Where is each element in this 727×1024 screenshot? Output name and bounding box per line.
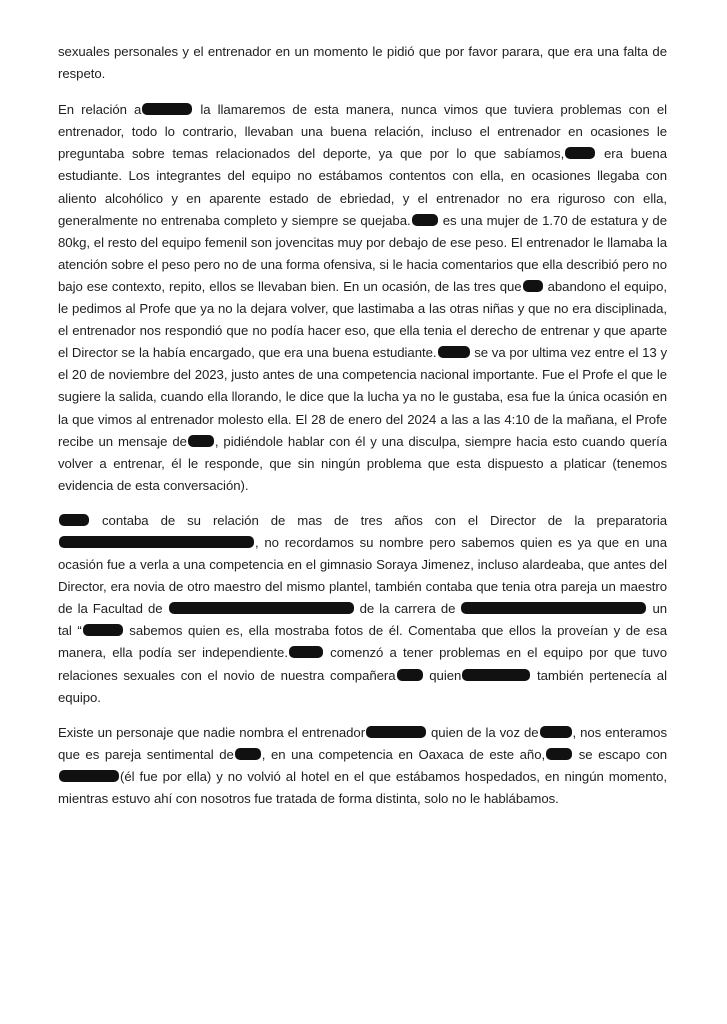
text-segment: sexuales personales y el entrenador en un momento le pidió que por favor parara, que era una falta de respeto. [58, 44, 667, 82]
text-segment: comenzó a tener problemas en el equipo por que tuvo relaciones sexuales con el novio de nuestra compañera [58, 645, 667, 683]
redaction-bar [59, 536, 254, 548]
redaction-bar [523, 280, 543, 292]
paragraph-2 [58, 99, 667, 497]
text-segment: En relación a [58, 102, 142, 118]
text-segment: se va por ultima vez entre el 13 y el 20 de noviembre del 2023, justo antes de una competencia nacional importante. Fue el Profe el que le sugiere la salida, cuando ella llorando, le dice que la lucha ya no le gustaba, esa fue la única ocasión en la que vimos al entrenador molesto ella. El 28 de enero del 2024 a las a las 4:10 de la mañana, el Profe recibe un mensaje de [58, 345, 667, 449]
text-segment: de la carrera de [354, 601, 461, 617]
text-segment: un tal “ [58, 601, 668, 639]
redaction-bar [462, 669, 530, 681]
redaction-bar [397, 669, 423, 681]
redaction-bar [289, 646, 323, 658]
redaction-bar [188, 435, 214, 447]
redaction-bar [59, 770, 119, 782]
redaction-bar [461, 602, 646, 614]
text-segment: es una mujer de 1.70 de estatura y de 80kg, el resto del equipo femenil son jovencitas muy por debajo de ese peso. El entrenador le llamaba la atención sobre el peso pero no de una forma ofensiva, si le hacia comentarios que ella describió pero no bajo ese contexto, repito, ellos se llevaban bien. En un ocasión, de las tres que [58, 212, 667, 294]
text-segment: (él fue por ella) y no volvió al hotel en el que estábamos hospedados, en ningún momento, mientras estuvo ahí con nosotros fue tratada de forma distinta, solo no le hablábamos. [58, 768, 667, 806]
redaction-bar [366, 726, 426, 738]
text-segment: se escapo con [573, 746, 668, 762]
text-segment: era buena estudiante. Los integrantes del equipo no estábamos contentos con ella, en ocasiones llegaba con aliento alcohólico y en aparente estado de ebriedad, y el entrenador no era riguroso con ella, generalmente no entrenaba completo y siempre se quejaba. [58, 146, 667, 228]
text-segment: , nos enteramos que es pareja sentimental de [58, 724, 668, 762]
paragraph-3 [58, 510, 667, 709]
text-segment: contaba de su relación de mas de tres años con el Director de la preparatoria [90, 512, 667, 528]
redaction-bar [540, 726, 572, 738]
text-segment: quien [423, 667, 462, 683]
text-segment: la llamaremos de esta manera, nunca vimos que tuviera problemas con el entrenador, todo lo contrario, llevaban una buena relación, incluso el entrenador en ocasiones le preguntaba sobre temas relacionados del deporte, ya que por lo que sabíamos, [58, 102, 668, 162]
redaction-bar [546, 748, 572, 760]
redaction-bar [438, 346, 470, 358]
redaction-bar [142, 103, 192, 115]
paragraph-4 [58, 722, 667, 810]
redaction-bar [83, 624, 123, 636]
text-segment: sabemos quien es, ella mostraba fotos de él. Comentaba que ellos la proveían y de esa manera, ella podía ser independiente. [58, 623, 667, 661]
redaction-bar [412, 214, 438, 226]
redaction-bar [59, 514, 89, 526]
text-segment: , pidiéndole hablar con él y una disculpa, siempre hacia esto cuando quería volver a entrenar, él le responde, que sin ningún problema que esta dispuesto a platicar (tenemos evidencia de esta conversación). [58, 433, 667, 493]
text-segment: quien de la voz de [427, 724, 539, 740]
text-segment: también pertenecía al equipo. [58, 667, 667, 705]
redaction-bar [565, 147, 595, 159]
text-segment: , no recordamos su nombre pero sabemos quien es ya que en una ocasión fue a verla a una competencia en el gimnasio Soraya Jimenez, incluso alardeaba, que antes del Director, era novia de otro maestro del mismo plantel, también contaba que tenia otra pareja un maestro de la Facultad de [58, 534, 667, 617]
text-segment: , en una competencia en Oaxaca de este año, [261, 746, 546, 762]
text-segment: Existe un personaje que nadie nombra el entrenador [58, 724, 366, 740]
redaction-bar [235, 748, 261, 760]
text-segment: abandono el equipo, le pedimos al Profe que ya no la dejara volver, que lastimaba a las otras niñas y que no era disciplinada, el entrenador nos respondió que no podía hacer eso, que ella tenia el derecho de entrenar y que aparte el Director se la había encargado, que era una buena estudiante. [58, 278, 667, 361]
paragraph-1 [58, 41, 667, 85]
redaction-bar [169, 602, 354, 614]
